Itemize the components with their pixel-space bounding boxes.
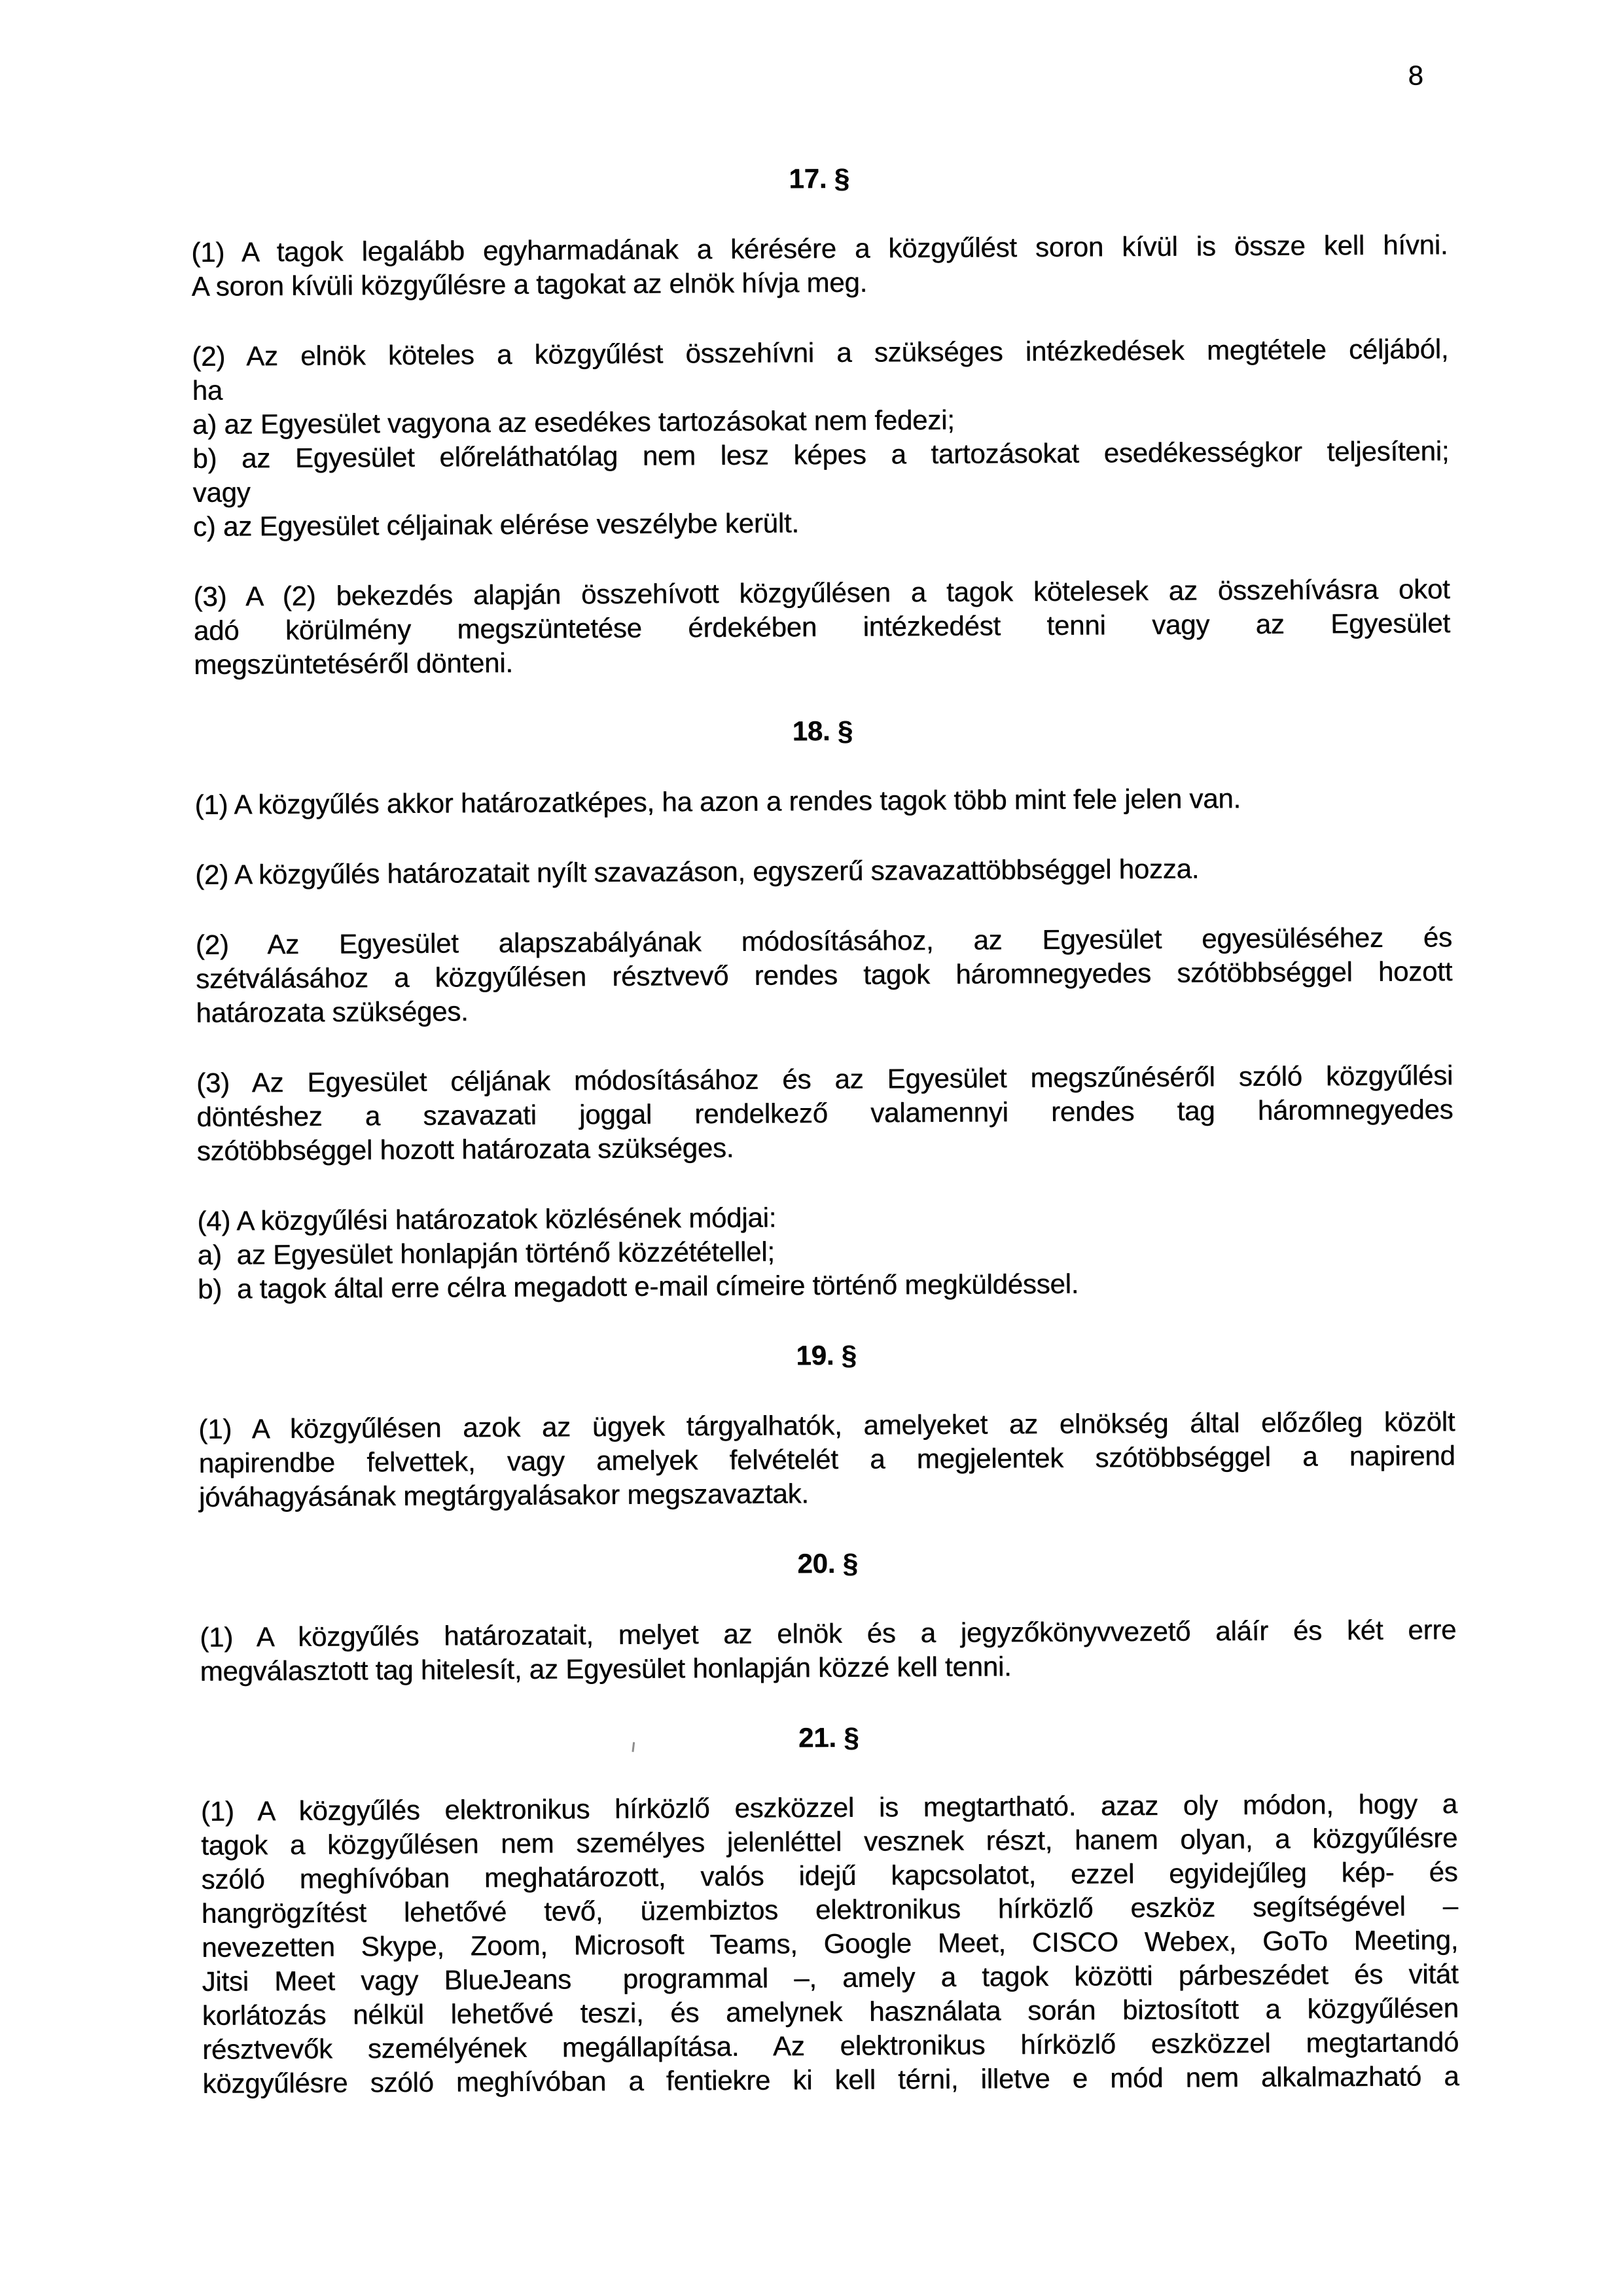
text-line: (1) A közgyűlés határozatait, melyet az elnök és a jegyzőkönyvvezető aláír és két erre [200,1614,1457,1653]
text-line: szétválásához a közgyűlésen résztvevő rendes tagok háromnegyedes szótöbbséggel hozott [195,956,1453,994]
text-line: (3) Az Egyesület céljának módosításához és az Egyesület megszűnéséről szóló közgyűlési [196,1060,1454,1098]
text-line: korlátozás nélkül lehetővé teszi, és amelynek használata során biztosított a közgyűlésen [202,1992,1459,2031]
paragraph-18-2 [195,850,1452,892]
text-line: a) az Egyesület honlapján történő közzététellel; [197,1236,775,1270]
text-line: ha [192,374,223,406]
paragraph-17-2 [192,332,1450,544]
text-line: (1) A tagok legalább egyharmadának a kérésére a közgyűlést soron kívül is össze kell hívni. [191,229,1448,268]
text-line: b) az Egyesület előreláthatólag nem lesz képes a tartozásokat esedékességkor teljesíteni; [192,435,1450,474]
text-line: adó körülmény megszüntetése érdekében intézkedést tenni vagy az Egyesület [193,607,1450,646]
paragraph-17-1 [191,228,1448,304]
text-line: résztvevők személyének megállapítása. Az elektronikus hírközlő eszközzel megtartandó [202,2026,1459,2065]
section-heading-17: 17. § [789,162,850,194]
page-body [190,0,1459,2101]
text-line: (2) Az Egyesület alapszabályának módosításához, az Egyesület egyesüléséhez és [195,922,1452,960]
text-line: jóváhagyásának megtárgyalásakor megszavaztak. [198,1478,809,1513]
section-heading-19: 19. § [796,1339,857,1371]
text-line: (1) A közgyűlés elektronikus hírközlő eszközzel is megtartható. azaz oly módon, hogy a [200,1788,1457,1827]
paragraph-18-2b [196,920,1453,1030]
paragraph-19-1 [198,1405,1455,1515]
text-line: hangrögzítést lehetővé tevő, üzembiztos elektronikus hírközlő eszköz segítségével – [201,1890,1458,1929]
text-line: napirendbe felvettek, vagy amelyek felvételét a megjelentek szótöbbséggel a napirend [198,1440,1455,1479]
page-number: 8 [1408,60,1423,91]
text-line: Jitsi Meet vagy BlueJeans programmal –, amely a tagok közötti párbeszédet és vitát [202,1958,1459,1997]
paragraph-18-3 [196,1058,1454,1168]
text-line: (1) A közgyűlés akkor határozatképes, ha azon a rendes tagok több mint fele jelen van. [194,783,1241,820]
text-line: (2) A közgyűlés határozatait nyílt szavazáson, egyszerű szavazattöbbséggel hozza. [195,853,1200,890]
text-line: szótöbbséggel hozott határozata szükséges. [196,1132,734,1166]
text-line: határozata szükséges. [196,996,469,1028]
text-line: közgyűlésre szóló meghívóban a fentiekre ki kell térni, illetve e mód nem alkalmazható a [202,2060,1459,2099]
text-line: döntéshez a szavazati joggal rendelkező valamennyi rendes tag háromnegyedes [196,1094,1454,1132]
section-heading-20: 20. § [797,1547,858,1579]
paragraph-20-1 [200,1613,1457,1689]
paragraph-18-1 [194,780,1451,822]
section-heading-21: 21. § [798,1721,859,1753]
text-line: (4) A közgyűlési határozatok közlésének módjai: [197,1202,777,1236]
text-line: (1) A közgyűlésen azok az ügyek tárgyalhatók, amelyeket az elnökség által előzőleg közölt [198,1406,1455,1444]
text-line: nevezetten Skype, Zoom, Microsoft Teams, Google Meet, CISCO Webex, GoTo Meeting, [202,1924,1459,1963]
paragraph-21-1 [201,1787,1459,2101]
text-line: (3) A (2) bekezdés alapján összehívott közgyűlésen a tagok kötelesek az összehívásra okot [193,573,1450,612]
text-line: c) az Egyesület céljainak elérése veszélybe került. [192,507,799,542]
text-line: A soron kívüli közgyűlésre a tagokat az elnök hívja meg. [191,266,868,302]
text-line: vagy [192,476,251,508]
section-heading-18: 18. § [792,715,853,747]
paragraph-18-4 [197,1196,1454,1306]
text-line: (2) Az elnök köteles a közgyűlést összehívni a szükséges intézkedések megtétele céljából, [192,333,1449,372]
text-line: szóló meghívóban meghatározott, valós idejű kapcsolatot, ezzel egyidejűleg kép- és [201,1856,1458,1895]
text-line: a) az Egyesület vagyona az esedékes tartozásokat nem fedezi; [192,404,955,440]
text-line: megválasztott tag hitelesít, az Egyesület honlapján közzé kell tenni. [200,1651,1012,1687]
text-line: b) a tagok által erre célra megadott e-mail címeire történő megküldéssel. [197,1268,1079,1304]
paragraph-17-3 [193,572,1450,682]
text-line: megszüntetéséről dönteni. [194,647,513,680]
text-line: tagok a közgyűlésen nem személyes jelenléttel vesznek részt, hanem olyan, a közgyűlésre [201,1822,1458,1861]
